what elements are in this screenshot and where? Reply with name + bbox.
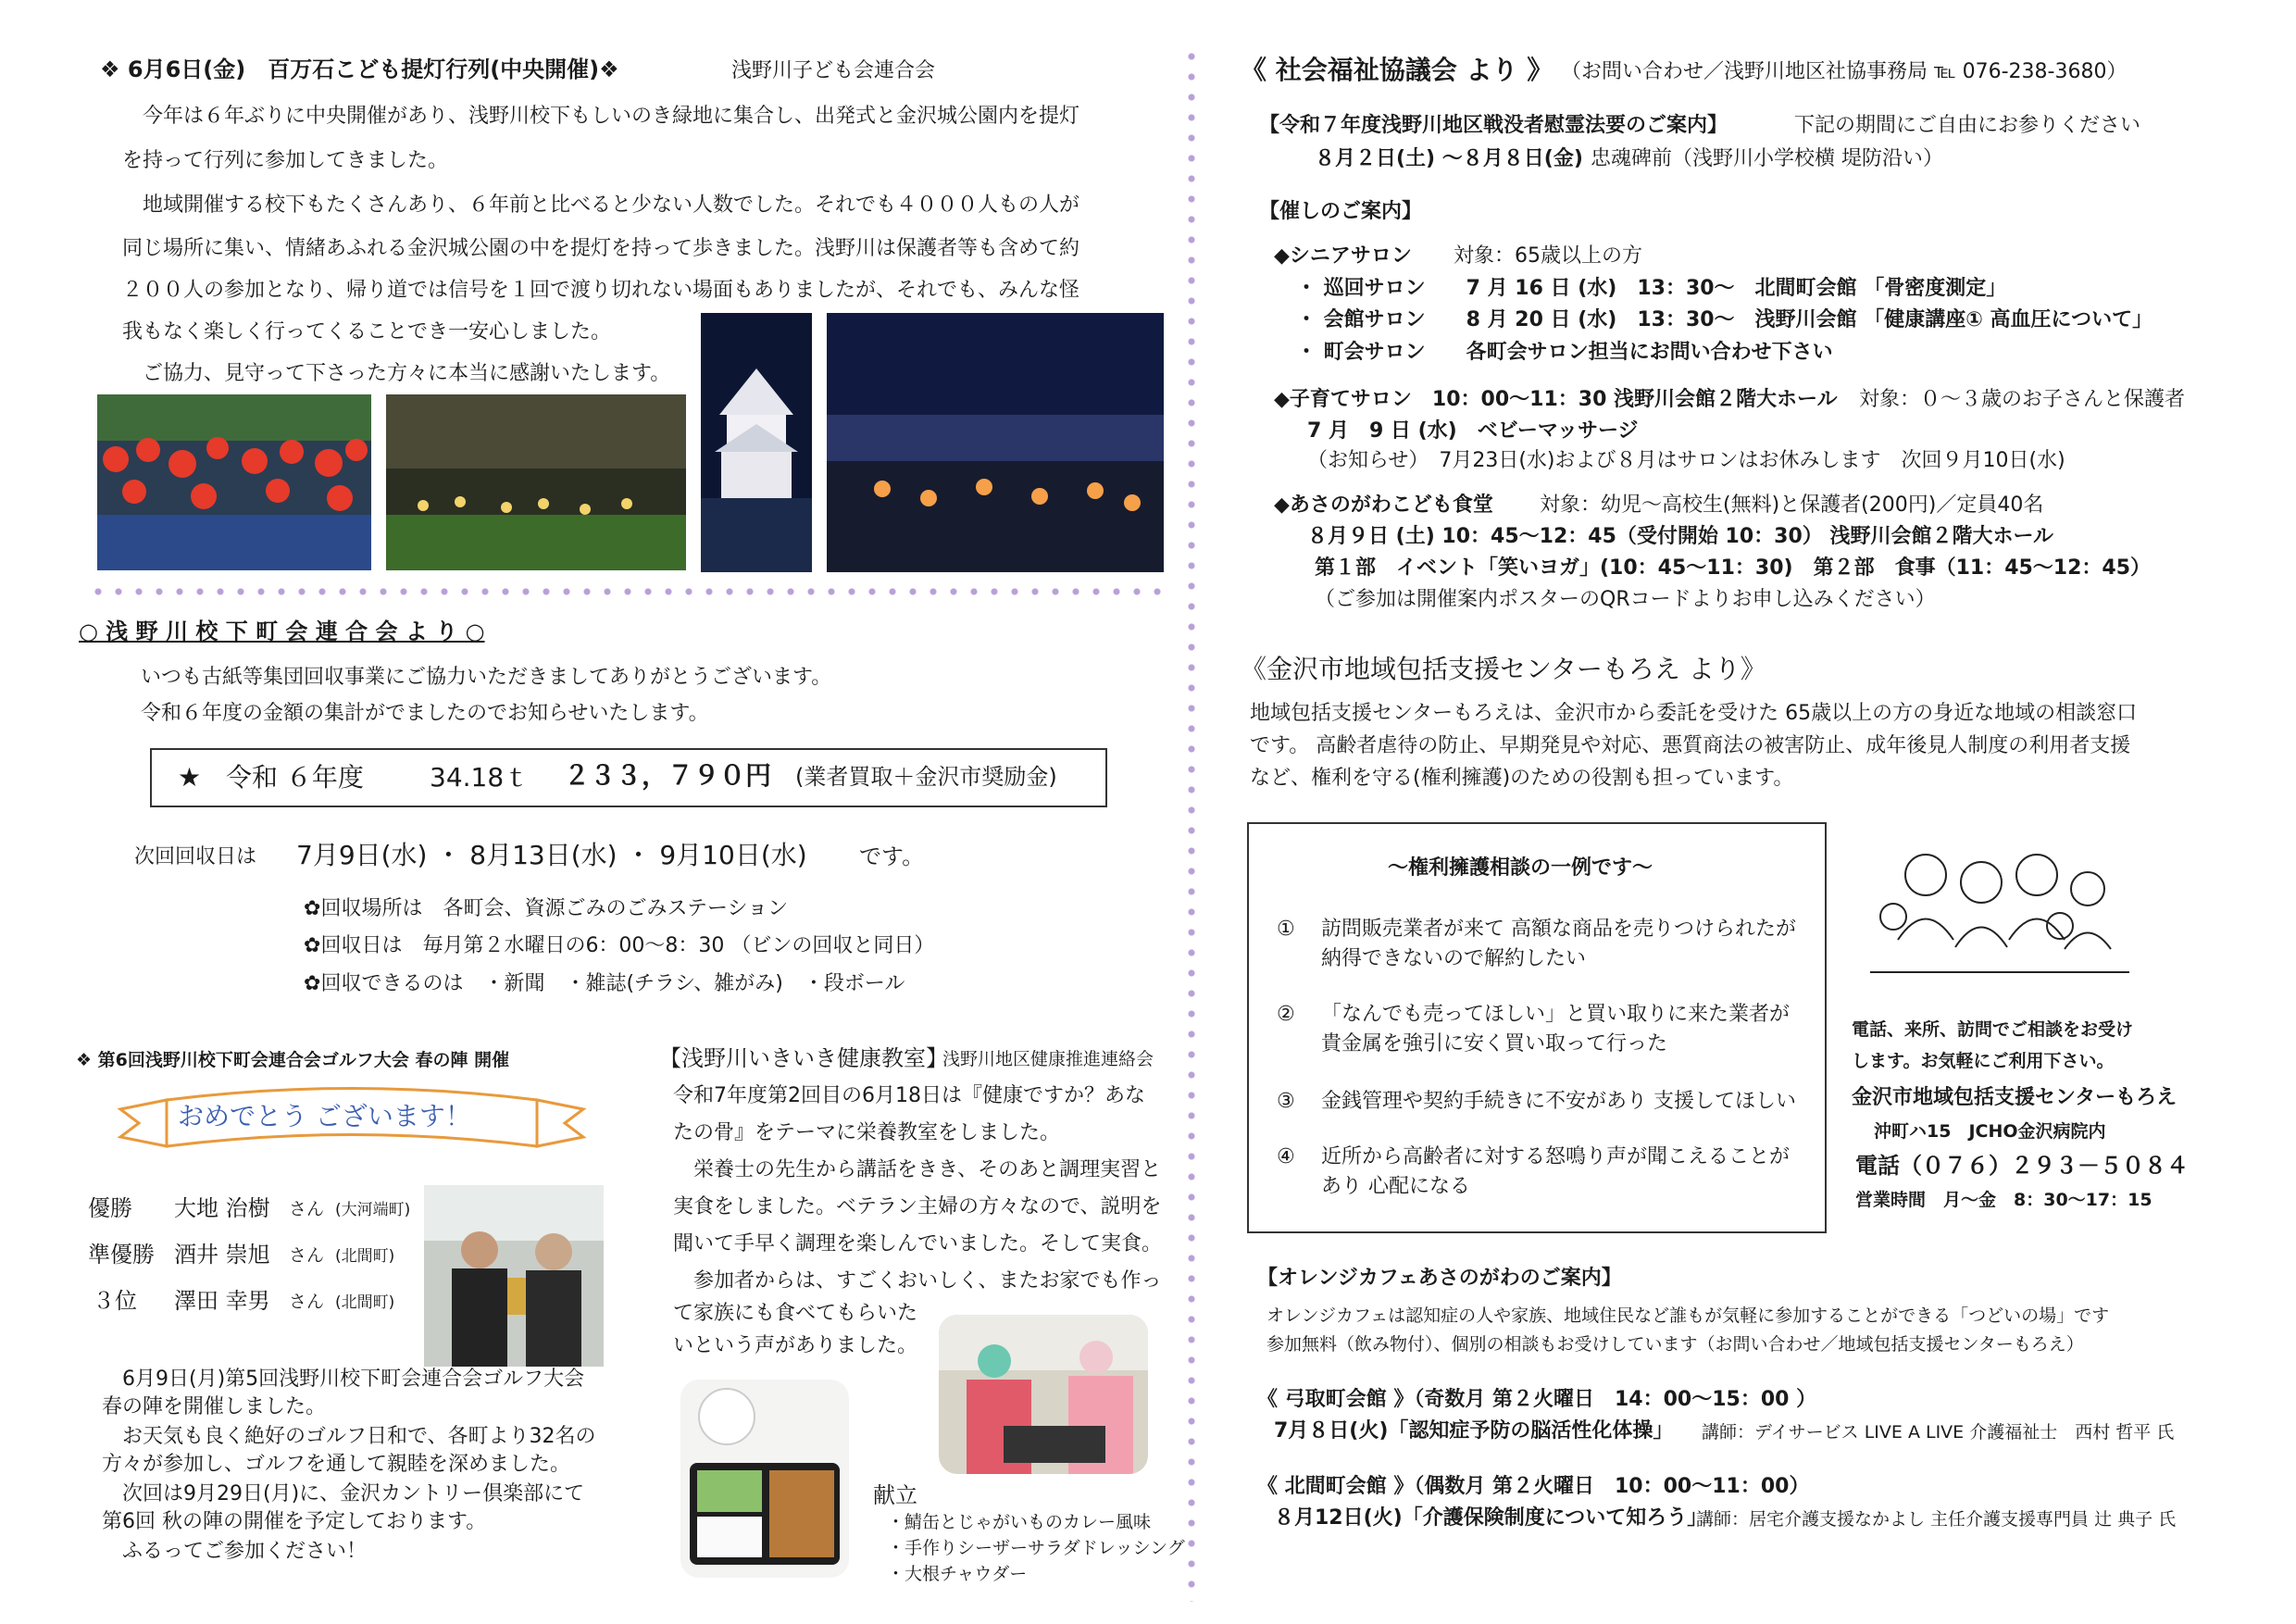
cafe-e1-lect: 講師：デイサービス LIVE A LIVE 介護福祉士 西村 哲平 氏 [1702,1422,2175,1443]
meal-photo [680,1380,849,1578]
lantern-p2c: ２００人の参加となり、帰り道では信号を１回で渡り切れない場面もありましたが、それでも、みんな怪 [122,279,1080,302]
menu-item-2: ・手作りシーザーサラダドレッシング [887,1538,1185,1558]
congrats-banner [111,1081,593,1165]
shokudo-note: （ご参加は開催案内ポスターのQRコードよりお申し込みください） [1315,588,1936,611]
case-4-line2: あり 心配になる [1321,1175,1470,1198]
lantern-p1b: を持って行列に参加してきました。 [122,149,449,172]
senior-row-3: ・ 町会サロン 各町会サロン担当にお問い合わせ下さい [1296,341,1833,364]
center-title: 《金沢市地域包括支援センターもろえ より》 [1241,654,1766,684]
health-line-7: て家族にも食べてもらいた [673,1302,918,1325]
golf-p2: 春の陣を開催しました。 [102,1395,327,1418]
winner-rank-3: ３位 [93,1288,137,1314]
night-march-photo [827,313,1164,572]
collect-item-2: ✿回収日は 毎月第２水曜日の6：00～8：30 （ビンの回収と同日） [304,934,935,957]
summary-amount: ２３３，７９０円 [564,760,772,791]
health-line-8: いという声がありました。 [673,1334,918,1357]
irei-date: ８月２日(土) ～８月８日(金) [1315,147,1583,170]
side-5: 電話（０７６）２９３－５０８４ [1855,1153,2189,1179]
senior-row-1: ・ 巡回サロン 7 月 16 日 (水) 13：30～ 北間町会館 「骨密度測定」 [1296,277,2007,300]
congrats-text: おめでとう ございます！ [178,1101,471,1131]
irei-place: 忠魂碑前（浅野川小学校横 堤防沿い） [1591,147,1943,170]
rengo-p1: いつも古紙等集団回収事業にご協力いただきましてありがとうございます。 [141,666,832,689]
lantern-title: ❖ 6月6日(金) 百万石こども提灯行列(中央開催)❖ [100,56,619,82]
center-p1: 地域包括支援センターもろえは、金沢市から委託を受けた 65歳以上の方の身近な地域の相談窓口 [1250,702,2138,725]
winner-san-2: さん [289,1245,325,1266]
case-2-line2: 貴金属を強引に安く買い取って行った [1321,1032,1668,1056]
side-4: 沖町ハ15 JCHO金沢病院内 [1874,1121,2106,1142]
case-num-3: ③ [1277,1090,1295,1113]
golf-p5: 次回は9月29日(月)に、金沢カントリー倶楽部にて [102,1482,585,1505]
health-line-5: 聞いて手早く調理を楽しんでいました。そして実食。 [673,1232,1163,1255]
trophy-photo [424,1185,604,1367]
winner-san-1: さん [289,1199,325,1219]
lantern-p2d: 我もなく楽しく行ってくることでき一安心しました。 [122,320,612,344]
winner-town-3: (北間町) [335,1293,395,1312]
rengo-title: ○ 浅 野 川 校 下 町 会 連 合 会 よ り ○ [79,618,485,644]
menu-item-3: ・大根チャウダー [887,1564,1028,1584]
health-line-6: 参加者からは、すごくおいしく、またお家でも作っ [673,1269,1162,1293]
cafe-p2: 参加無料（飲み物付）、個別の相談もお受けしています（お問い合わせ／地域包括支援センターもろえ） [1267,1334,2084,1355]
case-1-line1: 訪問販売業者が来て 高額な商品を売りつけられたが [1321,918,1796,941]
health-line-4: 実食をしました。ベテラン主婦の方々なので、説明を [673,1195,1162,1218]
next-dates: 7月9日(水) ・ 8月13日(水) ・ 9月10日(水) [296,840,807,870]
shokudo-title: ◆あさのがわこども食堂 [1274,493,1493,517]
cafe-p1: オレンジカフェは認知症の人や家族、地域住民など誰もが気軽に参加することができる「つどいの場」です [1267,1305,2110,1326]
senior-title: ◆シニアサロン [1274,244,1412,268]
lantern-p1a: 今年は６年ぶりに中央開催があり、浅野川校下もしいのき緑地に集合し、出発式と金沢城公園内を提灯 [122,105,1080,128]
summary-box [150,748,1107,807]
winner-name-3: 澤田 幸男 [174,1288,270,1314]
case-2-line1: 「なんでも売ってほしい」と買い取りに来た業者が [1321,1003,1791,1026]
case-box-title: ～権利擁護相談の一例です～ [1388,856,1653,880]
shokudo-target: 対象：幼児～高校生(無料)と保護者(200円)／定員40名 [1540,493,2044,517]
lantern-p3: ご協力、見守って下さった方々に本当に感謝いたします。 [122,362,671,385]
crowd-photo [97,394,371,570]
family-illustration-icon [1870,838,2129,977]
golf-p1: 6月9日(月)第5回浅野川校下町会連合会ゴルフ大会 [102,1368,585,1391]
case-num-2: ② [1277,1003,1295,1026]
cafe-e1-main: 7月８日(火)「認知症予防の脳活性化体操」 [1274,1419,1674,1443]
summary-year: 令和 ６年度 [226,762,364,793]
golf-p6: 第6回 秋の陣の開催を予定しております。 [102,1510,487,1533]
kosodate-notice: （お知らせ） 7月23日(水)および８月はサロンはお休みします 次回９月10日(水) [1307,449,2065,472]
side-1: 電話、来所、訪問でご相談をお受け [1852,1019,2134,1040]
case-4-line1: 近所から高齢者に対する怒鳴り声が聞こえることが [1321,1145,1791,1168]
health-org: 浅野川地区健康推進連絡会 [942,1049,1154,1069]
cafe-e1-title: 《 弓取町会館 》（奇数月 第２火曜日 14：00～15：00 ） [1257,1388,1817,1411]
case-num-4: ④ [1277,1145,1295,1168]
senior-row-2: ・ 会館サロン 8 月 20 日 (水) 13：30～ 浅野川会館 「健康講座① 高血圧について」 [1296,308,2153,331]
cooking-photo [939,1315,1148,1474]
menu-item-1: ・鯖缶とじゃがいものカレー風味 [887,1512,1152,1532]
lantern-p2b: 同じ場所に集い、情緒あふれる金沢城公園の中を提灯を持って歩きました。浅野川は保護者等も含めて約 [122,237,1080,260]
next-suffix: です。 [859,843,925,869]
menu-title: 献立 [873,1482,917,1508]
shakyo-title: 《 社会福祉協議会 より 》 [1241,55,1554,85]
summary-note: (業者買取＋金沢市奨励金) [795,764,1057,790]
collect-item-3: ✿回収できるのは ・新聞 ・雑誌(チラシ、雑がみ) ・段ボール [304,972,905,995]
summary-weight: 34.18ｔ [430,762,530,793]
winner-town-1: (大河端町) [335,1201,411,1219]
cafe-title: 【オレンジカフェあさのがわのご案内】 [1257,1267,1622,1290]
kosodate-target: 対象：０～３歳のお子さんと保護者 [1859,388,2186,411]
cafe-e2-lect: 講師：居宅介護支援なかよし 主任介護支援専門員 辻 典子 氏 [1696,1509,2177,1530]
side-3: 金沢市地域包括支援センターもろえ [1852,1086,2177,1109]
winner-name-2: 酒井 崇旭 [174,1242,270,1268]
kosodate-date: 7 月 9 日 (水) ベビーマッサージ [1307,419,1639,443]
center-p3: など、権利を守る(権利擁護)のための役割も担っています。 [1250,767,1794,790]
cafe-e2-title: 《 北間町会館 》（偶数月 第２火曜日 10：00～11：00） [1257,1475,1810,1498]
golf-p3: お天気も良く絶好のゴルフ日和で、各町より32名の [102,1425,596,1448]
golf-title: ❖ 第6回浅野川校下町会連合会ゴルフ大会 春の陣 開催 [76,1050,510,1070]
winner-name-1: 大地 治樹 [174,1195,270,1221]
shokudo-prog: 第１部 イベント「笑いヨガ」(10：45～11：30) 第２部 食事（11：45～12：45） [1315,556,2152,580]
center-p2: です。 高齢者虐待の防止、早期発見や対応、悪質商法の被害防止、成年後見人制度の利用者支援 [1250,734,2131,757]
shokudo-date: ８月９日 (土) 10：45～12：45（受付開始 10：30） 浅野川会館２階大ホール [1307,525,2053,548]
lantern-org: 浅野川子ども会連合会 [731,59,936,82]
side-2: します。お気軽にご利用下さい。 [1852,1051,2115,1071]
events-title: 【催しのご案内】 [1259,200,1423,223]
case-1-line2: 納得できないので解約したい [1321,947,1587,970]
winner-san-3: さん [289,1292,325,1312]
irei-title: 【令和７年度浅野川地区戦没者慰霊法要のご案内】 [1259,114,1728,137]
castle-photo [701,313,812,572]
lantern-p2a: 地域開催する校下もたくさんあり、６年前と比べると少ない人数でした。それでも４０００人もの人が [122,194,1080,217]
left-divider-dots [88,587,1167,596]
collect-item-1: ✿回収場所は 各町会、資源ごみのごみステーション [304,897,789,920]
health-line-3: 栄養士の先生から講話をきき、そのあと調理実習と [673,1158,1162,1181]
rengo-p2: 令和６年度の金額の集計がでましたのでお知らせいたします。 [141,702,709,725]
rights-case-box [1247,822,1827,1233]
next-label: 次回回収日は [134,845,257,868]
irei-note: 下記の期間にご自由にお参りください [1794,114,2141,137]
dusk-march-photo [386,394,686,570]
health-title: 【浅野川いきいき健康教室】 [659,1045,948,1071]
health-line-1: 令和7年度第2回目の6月18日は『健康ですか？あな [673,1084,1145,1107]
shakyo-contact: （お問い合わせ／浅野川地区社協事務局 ℡ 076-238-3680） [1561,60,2128,83]
case-num-1: ① [1277,918,1295,941]
case-3-line1: 金銭管理や契約手続きに不安があり 支援してほしい [1321,1090,1796,1113]
health-line-2: たの骨』をテーマに栄養教室をしました。 [673,1121,1061,1144]
center-divider-dots [1187,46,1196,1602]
winner-rank-1: 優勝 [88,1195,132,1221]
star-icon: ★ [178,762,202,793]
golf-p4: 方々が参加し、ゴルフを通して親睦を深めました。 [102,1453,571,1476]
kosodate-title: ◆子育てサロン 10：00～11：30 浅野川会館２階大ホール [1274,388,1838,411]
side-6: 営業時間 月～金 8：30～17：15 [1855,1190,2152,1210]
winner-rank-2: 準優勝 [88,1242,155,1268]
senior-target: 対象：65歳以上の方 [1454,244,1642,268]
cafe-e2-main: ８月12日(火)「介護保険制度について知ろう」 [1274,1506,1708,1530]
winner-town-2: (北間町) [335,1247,395,1266]
golf-p7: ふるってご参加ください！ [102,1540,368,1563]
